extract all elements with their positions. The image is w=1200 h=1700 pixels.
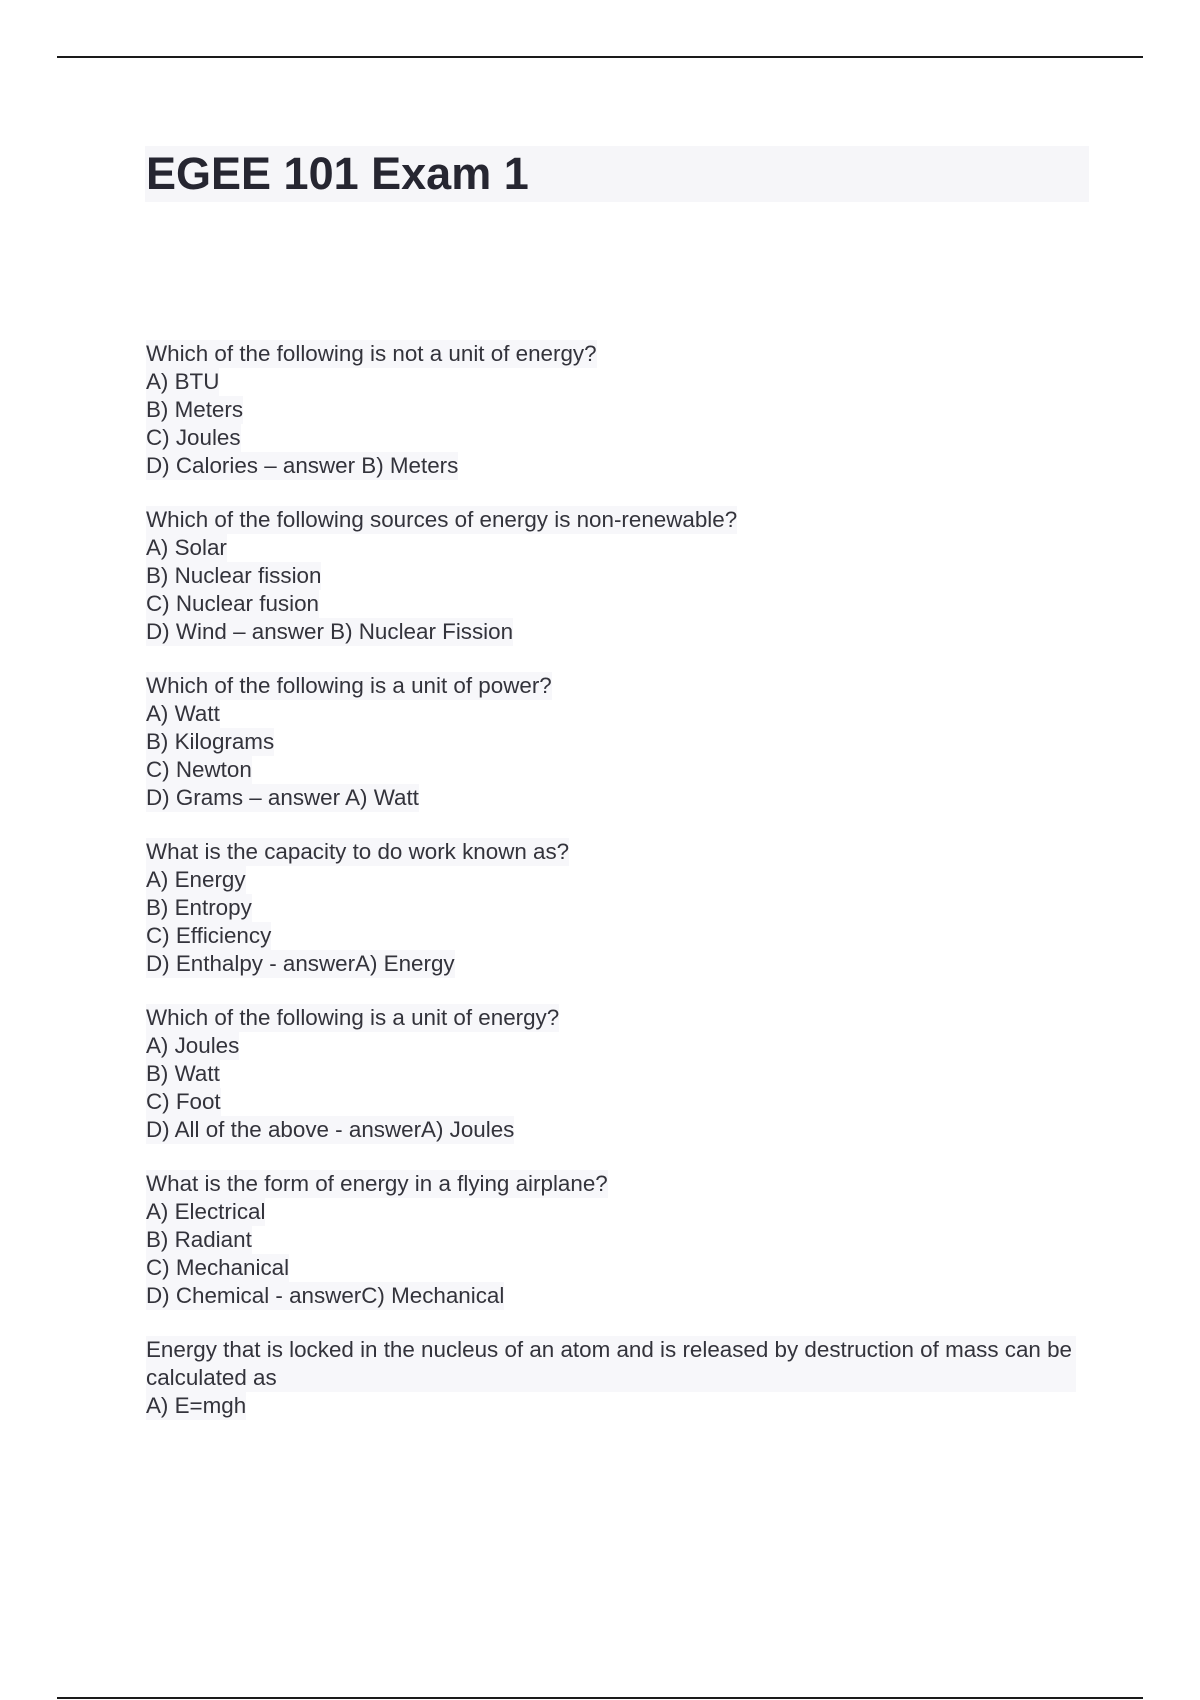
question-prompt: Energy that is locked in the nucleus of an atom and is released by destruction of mass can be calculated as: [146, 1337, 1079, 1390]
header-rule: [57, 56, 1143, 58]
question-list: [146, 340, 1096, 1446]
answer-option: C) Foot: [146, 1089, 221, 1114]
question-block: [146, 1170, 1096, 1310]
answer-option: A) E=mgh: [146, 1393, 247, 1418]
question-block: [146, 672, 1096, 812]
answer-option: D) Chemical - answerC) Mechanical: [146, 1283, 505, 1308]
answer-option: C) Joules: [146, 425, 241, 450]
answer-option: B) Meters: [146, 397, 244, 422]
question-block: [146, 340, 1096, 480]
answer-option: D) Enthalpy - answerA) Energy: [146, 951, 455, 976]
question-block: [146, 1004, 1096, 1144]
answer-option: B) Radiant: [146, 1227, 252, 1252]
question-prompt: Which of the following is a unit of power?: [146, 673, 552, 698]
answer-option: A) Energy: [146, 867, 246, 892]
answer-option: B) Entropy: [146, 895, 252, 920]
question-block: [146, 1336, 1096, 1420]
answer-option: A) Joules: [146, 1033, 240, 1058]
answer-option: C) Efficiency: [146, 923, 272, 948]
answer-option: D) Grams – answer A) Watt: [146, 785, 419, 810]
footer-rule: [57, 1697, 1143, 1699]
answer-option: A) Solar: [146, 535, 227, 560]
question-block: [146, 506, 1096, 646]
answer-option: C) Mechanical: [146, 1255, 290, 1280]
answer-option: D) Wind – answer B) Nuclear Fission: [146, 619, 514, 644]
answer-option: B) Kilograms: [146, 729, 275, 754]
answer-option: C) Newton: [146, 757, 252, 782]
answer-option: D) Calories – answer B) Meters: [146, 453, 459, 478]
question-prompt: What is the capacity to do work known as?: [146, 839, 570, 864]
question-prompt: What is the form of energy in a flying airplane?: [146, 1171, 608, 1196]
answer-option: B) Nuclear fission: [146, 563, 322, 588]
page-title: EGEE 101 Exam 1: [146, 148, 529, 199]
answer-option: A) Electrical: [146, 1199, 266, 1224]
answer-option: B) Watt: [146, 1061, 220, 1086]
question-prompt: Which of the following sources of energy is non-renewable?: [146, 507, 738, 532]
answer-option: A) BTU: [146, 369, 220, 394]
answer-option: A) Watt: [146, 701, 220, 726]
question-prompt: Which of the following is not a unit of energy?: [146, 341, 597, 366]
question-prompt: Which of the following is a unit of energy?: [146, 1005, 560, 1030]
question-block: [146, 838, 1096, 978]
answer-option: D) All of the above - answerA) Joules: [146, 1117, 515, 1142]
answer-option: C) Nuclear fusion: [146, 591, 319, 616]
